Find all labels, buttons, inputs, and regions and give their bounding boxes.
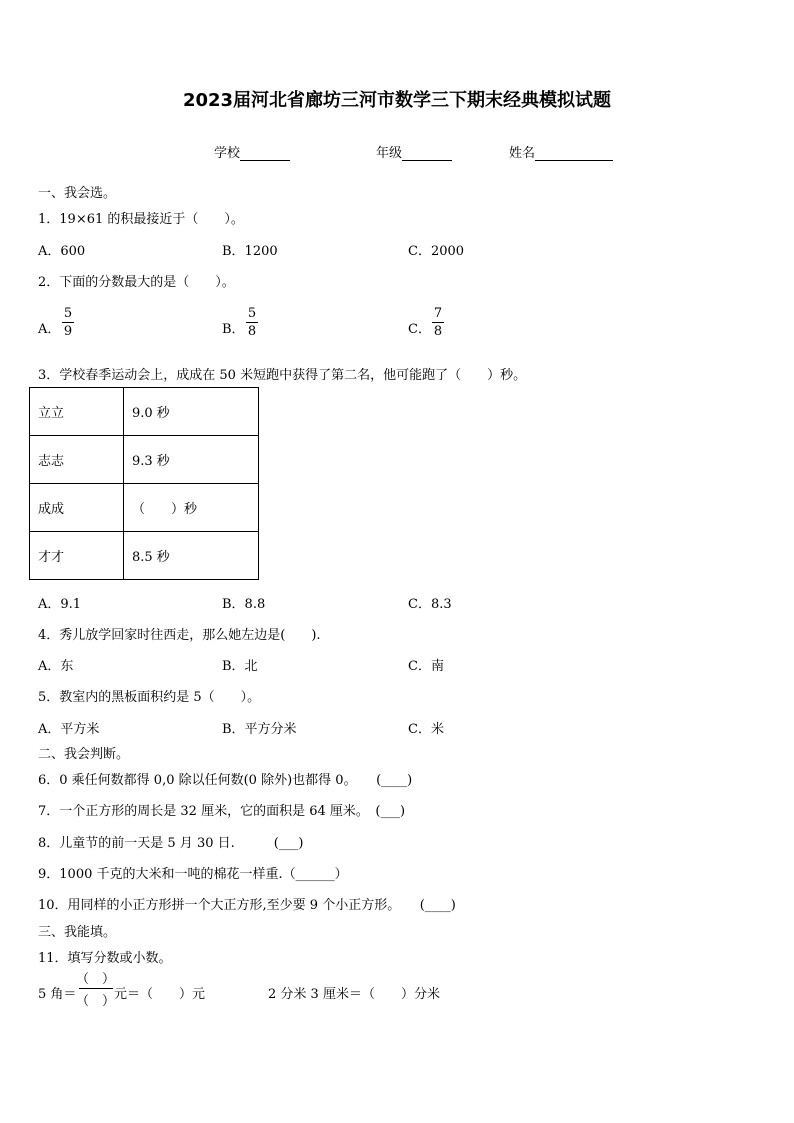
question-9: 9．1000 千克的大米和一吨的棉花一样重.（______） bbox=[38, 867, 348, 882]
table-cell-name: 成成 bbox=[30, 484, 124, 532]
question-1-option-c[interactable]: C．2000 bbox=[408, 244, 465, 259]
question-2-option-c-label[interactable]: C． bbox=[408, 322, 431, 337]
section-heading-1: 一、我会选。 bbox=[38, 186, 117, 201]
fraction-denominator: 8 bbox=[247, 324, 257, 339]
question-11-stem: 11．填写分数或小数。 bbox=[38, 951, 172, 966]
question-3-option-a[interactable]: A．9.1 bbox=[38, 597, 82, 612]
fraction-denominator-blank[interactable]: （ ） bbox=[76, 994, 116, 1009]
question-3-stem: 3．学校春季运动会上，成成在 50 米短跑中获得了第二名，他可能跑了（ ）秒。 bbox=[38, 368, 527, 383]
fraction-bar bbox=[432, 322, 444, 323]
question-4-stem: 4．秀儿放学回家时往西走，那么她左边是( ). bbox=[38, 628, 321, 643]
table-cell-time: 9.3 秒 bbox=[124, 436, 259, 484]
school-field bbox=[214, 142, 290, 161]
name-label: 姓名 bbox=[509, 146, 536, 161]
table-row bbox=[30, 484, 259, 532]
fraction-denominator: 8 bbox=[433, 324, 443, 339]
page-title: 2023届河北省廊坊三河市数学三下期末经典模拟试题 bbox=[182, 90, 612, 111]
school-label: 学校 bbox=[214, 146, 241, 161]
question-4-option-a[interactable]: A．东 bbox=[38, 659, 74, 674]
fraction-numerator: 7 bbox=[433, 306, 443, 321]
question-2-stem: 2．下面的分数最大的是（ ）。 bbox=[38, 275, 235, 290]
question-2-option-c-fraction bbox=[432, 306, 444, 339]
fraction-bar bbox=[246, 322, 258, 323]
race-times-table bbox=[29, 387, 259, 580]
question-10: 10．用同样的小正方形拼一个大正方形,至少要 9 个小正方形。 (____) bbox=[38, 898, 456, 913]
question-6: 6．0 乘任何数都得 0,0 除以任何数(0 除外)也都得 0。 (____) bbox=[38, 773, 413, 788]
question-5-option-c[interactable]: C．米 bbox=[408, 722, 444, 737]
question-4-option-b[interactable]: B．北 bbox=[222, 659, 258, 674]
question-2-option-b-label[interactable]: B． bbox=[222, 322, 245, 337]
name-blank[interactable] bbox=[535, 146, 613, 161]
table-row bbox=[30, 532, 259, 580]
fraction-bar bbox=[62, 322, 74, 323]
section-heading-3: 三、我能填。 bbox=[38, 925, 117, 940]
fraction-numerator-blank[interactable]: （ ） bbox=[76, 972, 116, 987]
question-2-option-a-label[interactable]: A． bbox=[38, 322, 61, 337]
question-3-option-c[interactable]: C．8.3 bbox=[408, 597, 452, 612]
table-row bbox=[30, 436, 259, 484]
grade-blank[interactable] bbox=[402, 146, 452, 161]
school-blank[interactable] bbox=[240, 146, 290, 161]
question-1-option-a[interactable]: A．600 bbox=[38, 244, 86, 259]
table-cell-time: 9.0 秒 bbox=[124, 388, 259, 436]
fraction-numerator: 5 bbox=[63, 306, 73, 321]
table-cell-name: 才才 bbox=[30, 532, 124, 580]
question-3-option-b[interactable]: B．8.8 bbox=[222, 597, 266, 612]
question-7: 7．一个正方形的周长是 32 厘米，它的面积是 64 厘米。 (___) bbox=[38, 804, 406, 819]
table-cell-time: （ ）秒 bbox=[124, 484, 259, 532]
question-5-option-a[interactable]: A．平方米 bbox=[38, 722, 100, 737]
fraction-numerator: 5 bbox=[247, 306, 257, 321]
question-1-option-b[interactable]: B．1200 bbox=[222, 244, 278, 259]
grade-field bbox=[376, 142, 452, 161]
name-field bbox=[509, 142, 613, 161]
question-11-left-prefix: 5 角＝ bbox=[38, 987, 77, 1002]
table-cell-name: 立立 bbox=[30, 388, 124, 436]
fraction-denominator: 9 bbox=[63, 324, 73, 339]
fraction-bar bbox=[79, 988, 113, 989]
question-4-option-c[interactable]: C．南 bbox=[408, 659, 444, 674]
table-row bbox=[30, 388, 259, 436]
table-cell-time: 8.5 秒 bbox=[124, 532, 259, 580]
question-2-option-a-fraction bbox=[62, 306, 74, 339]
question-11-right: 2 分米 3 厘米＝（ ）分米 bbox=[268, 987, 440, 1002]
grade-label: 年级 bbox=[376, 146, 403, 161]
question-1-stem: 1．19×61 的积最接近于（ ）。 bbox=[38, 212, 244, 227]
question-5-option-b[interactable]: B．平方分米 bbox=[222, 722, 297, 737]
question-11-fraction bbox=[76, 968, 115, 1009]
section-heading-2: 二、我会判断。 bbox=[38, 747, 130, 762]
question-5-stem: 5．教室内的黑板面积约是 5（ ）。 bbox=[38, 690, 261, 705]
question-8: 8．儿童节的前一天是 5 月 30 日. (___) bbox=[38, 836, 304, 851]
table-cell-name: 志志 bbox=[30, 436, 124, 484]
question-11-left-suffix: 元＝（ ）元 bbox=[114, 987, 206, 1002]
question-2-option-b-fraction bbox=[246, 306, 258, 339]
